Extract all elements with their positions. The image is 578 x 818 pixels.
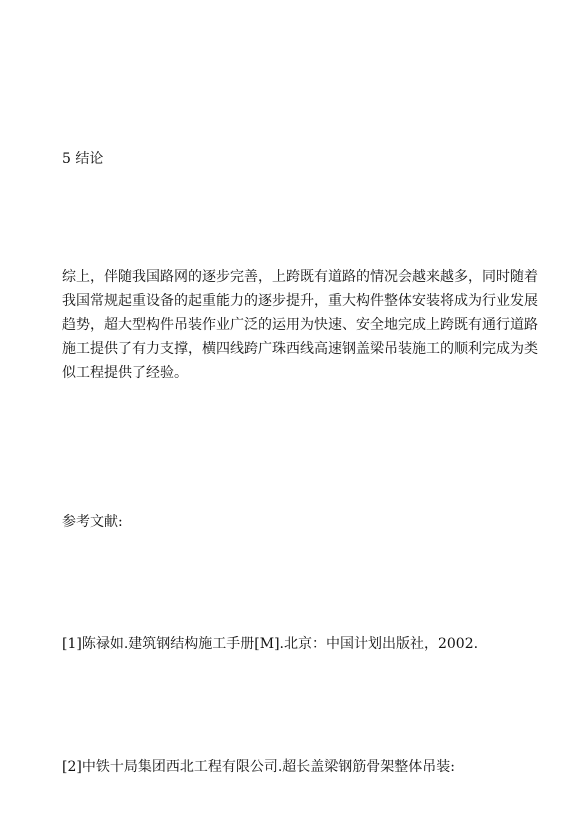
conclusion-paragraph: 综上，伴随我国路网的逐步完善，上跨既有道路的情况会越来越多，同时随着我国常规起重设备的起重能力的逐步提升，重大构件整体安装将成为行业发展趋势，超大型构件吊装作业广泛的运用为快速、安全地完成上跨既有通行道路施工提供了有力支撑，横四线跨广珠西线高速钢盖梁吊装施工的顺利完成为类似工程提供了经验。 xyxy=(62,269,538,381)
section-heading: 5 结论 xyxy=(62,151,104,167)
reference-item: [2]中铁十局集团西北工程有限公司.超长盖梁钢筋骨架整体吊装: xyxy=(62,759,455,775)
reference-item: [1]陈禄如.建筑钢结构施工手册[M].北京：中国计划出版社，2002. xyxy=(62,636,479,652)
references-heading: 参考文献: xyxy=(62,514,123,530)
